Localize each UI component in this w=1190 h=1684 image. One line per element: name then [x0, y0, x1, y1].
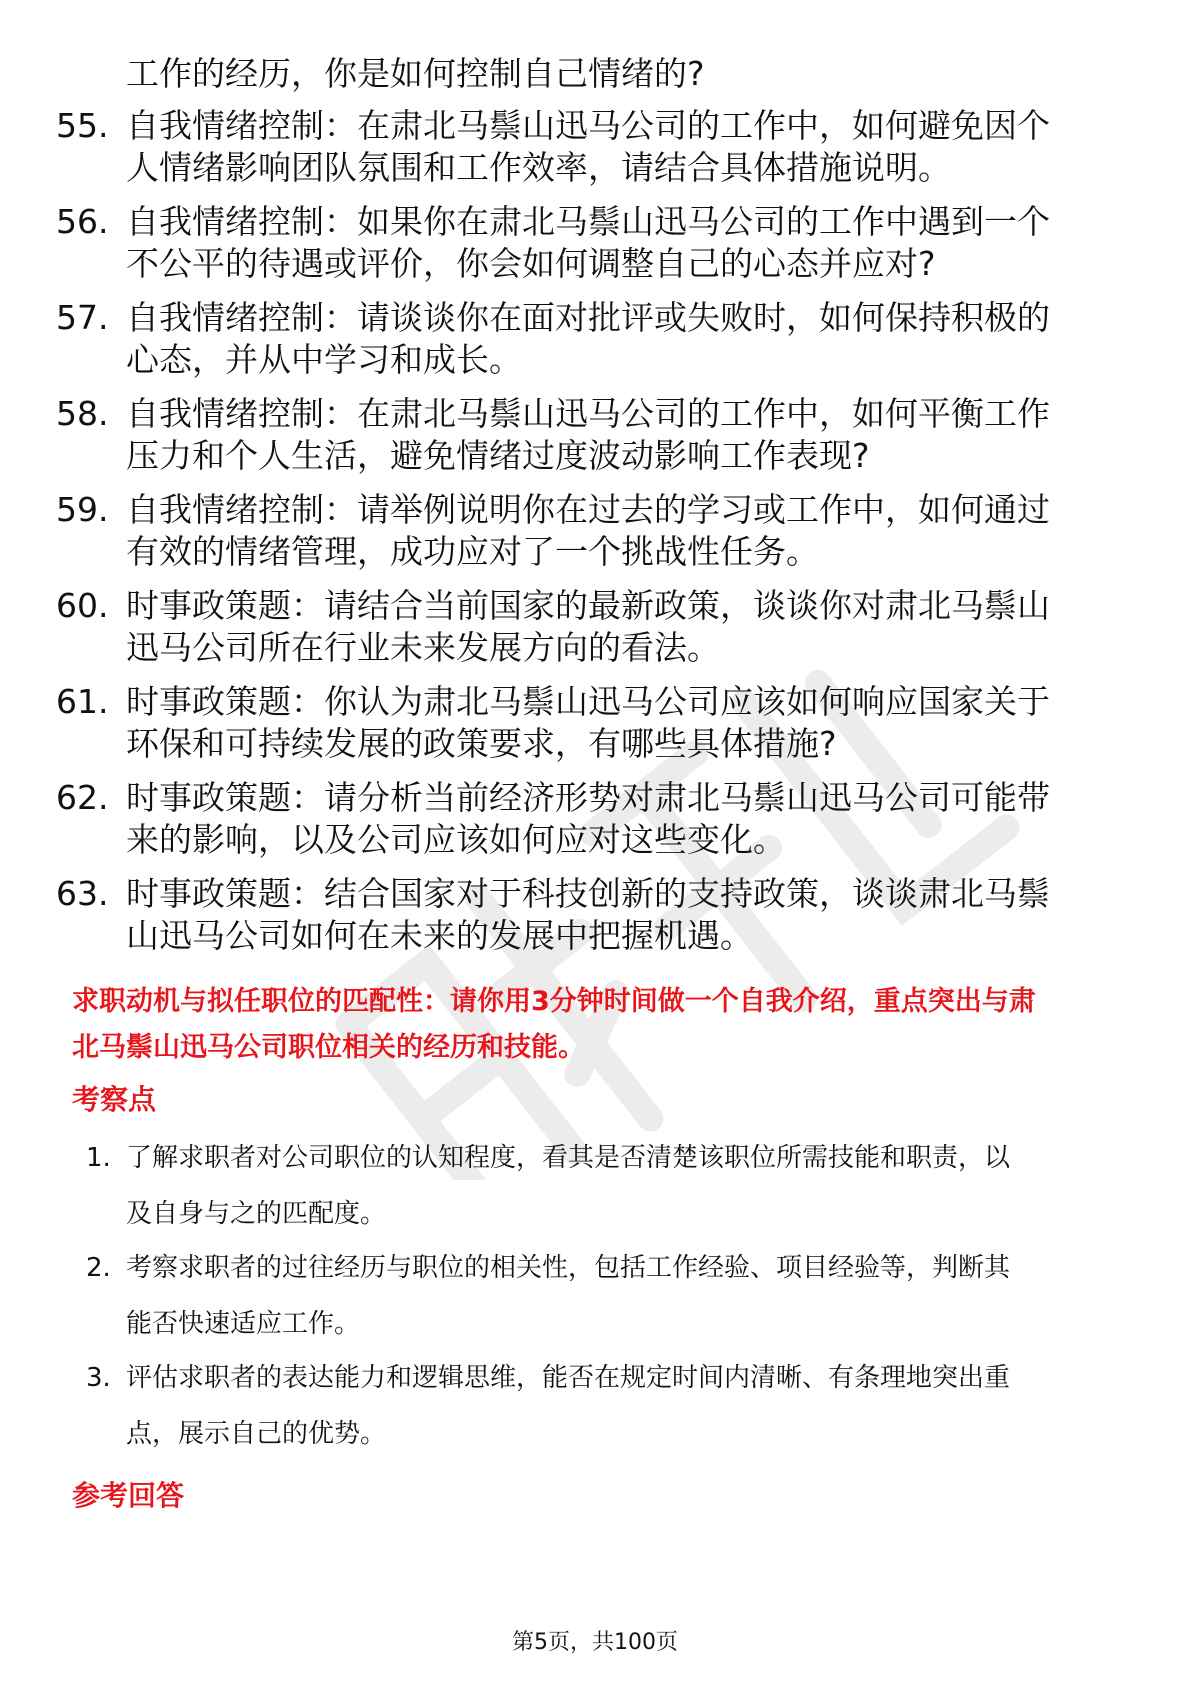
question-number: 61. [56, 682, 109, 721]
question-number: 55. [56, 106, 109, 145]
question-number: 62. [56, 778, 109, 817]
question-text-line-2: 有效的情绪管理，成功应对了一个挑战性任务。 [126, 532, 819, 571]
question-text-line-1: 时事政策题：请结合当前国家的最新政策，谈谈你对肃北马鬃山 [126, 586, 1050, 625]
point-text-line-1: 考察求职者的过往经历与职位的相关性，包括工作经验、项目经验等，判断其 [126, 1253, 1011, 1283]
highlight-question-line-2: 北马鬃山迅马公司职位相关的经历和技能。 [72, 1032, 585, 1063]
question-text-line-2: 人情绪影响团队氛围和工作效率，请结合具体措施说明。 [126, 148, 951, 187]
question-text-line-2: 山迅马公司如何在未来的发展中把握机遇。 [126, 916, 753, 955]
question-number: 56. [56, 202, 109, 241]
question-number: 58. [56, 394, 109, 433]
question-number: 63. [56, 874, 109, 913]
question-text-line-1: 时事政策题：请分析当前经济形势对肃北马鬃山迅马公司可能带 [126, 778, 1050, 817]
question-number: 59. [56, 490, 109, 529]
question-text-line-1: 自我情绪控制：请举例说明你在过去的学习或工作中，如何通过 [126, 490, 1050, 529]
question-text-line-1: 自我情绪控制：在肃北马鬃山迅马公司的工作中，如何避免因个 [126, 106, 1050, 145]
point-text-line-1: 评估求职者的表达能力和逻辑思维，能否在规定时间内清晰、有条理地突出重 [126, 1363, 1011, 1393]
question-text-line-1: 自我情绪控制：在肃北马鬃山迅马公司的工作中，如何平衡工作 [126, 394, 1050, 433]
point-text-line-1: 了解求职者对公司职位的认知程度，看其是否清楚该职位所需技能和职责，以 [126, 1143, 1011, 1173]
point-number: 2. [86, 1253, 111, 1283]
question-text-line-2: 来的影响，以及公司应该如何应对这些变化。 [126, 820, 786, 859]
page-footer: 第5页，共100页 [512, 1630, 678, 1655]
reference-answer-heading: 参考回答 [72, 1479, 185, 1512]
point-number: 3. [86, 1363, 111, 1393]
question-text-line-2: 心态，并从中学习和成长。 [126, 340, 522, 379]
continuation-text: 工作的经历，你是如何控制自己情绪的? [126, 54, 705, 93]
question-text-line-1: 自我情绪控制：如果你在肃北马鬃山迅马公司的工作中遇到一个 [126, 202, 1050, 241]
point-number: 1. [86, 1143, 111, 1173]
question-number: 60. [56, 586, 109, 625]
question-text-line-2: 环保和可持续发展的政策要求，有哪些具体措施? [126, 724, 837, 763]
question-text-line-2: 迅马公司所在行业未来发展方向的看法。 [126, 628, 720, 667]
point-text-line-2: 及自身与之的匹配度。 [126, 1199, 387, 1229]
assessment-heading: 考察点 [72, 1083, 157, 1116]
question-text-line-2: 压力和个人生活，避免情绪过度波动影响工作表现? [126, 436, 870, 475]
question-number: 57. [56, 298, 109, 337]
point-text-line-2: 能否快速适应工作。 [126, 1309, 361, 1339]
question-text-line-1: 自我情绪控制：请谈谈你在面对批评或失败时，如何保持积极的 [126, 298, 1050, 337]
point-text-line-2: 点，展示自己的优势。 [126, 1419, 387, 1449]
question-text-line-1: 时事政策题：你认为肃北马鬃山迅马公司应该如何响应国家关于 [126, 682, 1050, 721]
question-text-line-2: 不公平的待遇或评价，你会如何调整自己的心态并应对? [126, 244, 936, 283]
highlight-question-line-1: 求职动机与拟任职位的匹配性：请你用3分钟时间做一个自我介绍，重点突出与肃 [72, 986, 1036, 1017]
question-text-line-1: 时事政策题：结合国家对于科技创新的支持政策，谈谈肃北马鬃 [126, 874, 1050, 913]
